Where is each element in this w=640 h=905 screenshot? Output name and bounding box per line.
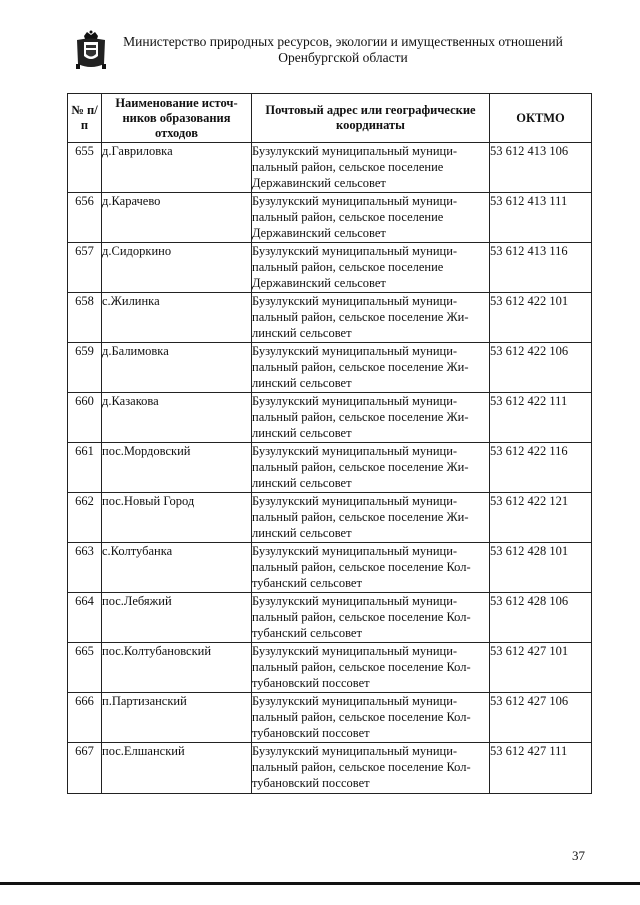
row-num: 666	[68, 693, 102, 743]
row-name: с.Жилинка	[102, 293, 252, 343]
row-num: 664	[68, 593, 102, 643]
waste-sources-table	[67, 93, 592, 794]
table-row	[68, 443, 592, 493]
ministry-name: Министерство природных ресурсов, экологии и имущественных отношений	[123, 34, 563, 49]
row-oktmo: 53 612 413 116	[490, 243, 592, 293]
header-name: Наименование источ-ников образования отходов	[102, 94, 252, 143]
row-oktmo: 53 612 422 101	[490, 293, 592, 343]
row-oktmo: 53 612 413 111	[490, 193, 592, 243]
coat-of-arms-icon	[74, 30, 108, 70]
row-num: 660	[68, 393, 102, 443]
row-name: пос.Новый Город	[102, 493, 252, 543]
table-row	[68, 143, 592, 193]
row-num: 657	[68, 243, 102, 293]
table-row	[68, 743, 592, 794]
row-name: д.Балимовка	[102, 343, 252, 393]
table-row	[68, 343, 592, 393]
row-address: Бузулукский муниципальный муници-пальный район, сельское поселение Жи-линский сельсовет	[252, 443, 490, 493]
row-num: 655	[68, 143, 102, 193]
table-row	[68, 293, 592, 343]
header-address: Почтовый адрес или географические координаты	[252, 94, 490, 143]
row-address: Бузулукский муниципальный муници-пальный район, сельское поселение Кол-тубанский сельсовет	[252, 543, 490, 593]
row-name: пос.Мордовский	[102, 443, 252, 493]
table-header-row	[68, 94, 592, 143]
table-row	[68, 493, 592, 543]
row-address: Бузулукский муниципальный муници-пальный район, сельское поселение Державинский сельсовет	[252, 143, 490, 193]
row-address: Бузулукский муниципальный муници-пальный район, сельское поселение Кол-тубановский поссовет	[252, 743, 490, 794]
row-num: 663	[68, 543, 102, 593]
row-oktmo: 53 612 422 116	[490, 443, 592, 493]
row-name: пос.Елшанский	[102, 743, 252, 794]
row-oktmo: 53 612 427 101	[490, 643, 592, 693]
row-num: 658	[68, 293, 102, 343]
row-oktmo: 53 612 422 121	[490, 493, 592, 543]
row-num: 659	[68, 343, 102, 393]
row-oktmo: 53 612 422 111	[490, 393, 592, 443]
row-name: пос.Лебяжий	[102, 593, 252, 643]
row-num: 656	[68, 193, 102, 243]
table-row	[68, 693, 592, 743]
row-num: 661	[68, 443, 102, 493]
row-address: Бузулукский муниципальный муници-пальный район, сельское поселение Державинский сельсовет	[252, 243, 490, 293]
row-name: д.Сидоркино	[102, 243, 252, 293]
table-row	[68, 643, 592, 693]
row-address: Бузулукский муниципальный муници-пальный район, сельское поселение Жи-линский сельсовет	[252, 343, 490, 393]
row-name: пос.Колтубановский	[102, 643, 252, 693]
document-header	[120, 34, 566, 66]
row-address: Бузулукский муниципальный муници-пальный район, сельское поселение Державинский сельсовет	[252, 193, 490, 243]
row-oktmo: 53 612 427 111	[490, 743, 592, 794]
row-oktmo: 53 612 428 101	[490, 543, 592, 593]
region-name: Оренбургской области	[278, 50, 408, 65]
row-num: 662	[68, 493, 102, 543]
row-address: Бузулукский муниципальный муници-пальный район, сельское поселение Кол-тубановский поссовет	[252, 643, 490, 693]
row-oktmo: 53 612 413 106	[490, 143, 592, 193]
header-num: № п/п	[68, 94, 102, 143]
table-row	[68, 393, 592, 443]
row-address: Бузулукский муниципальный муници-пальный район, сельское поселение Кол-тубановский поссовет	[252, 693, 490, 743]
row-address: Бузулукский муниципальный муници-пальный район, сельское поселение Кол-тубанский сельсовет	[252, 593, 490, 643]
row-name: с.Колтубанка	[102, 543, 252, 593]
footer-divider	[0, 882, 640, 885]
row-address: Бузулукский муниципальный муници-пальный район, сельское поселение Жи-линский сельсовет	[252, 393, 490, 443]
row-oktmo: 53 612 427 106	[490, 693, 592, 743]
table-row	[68, 193, 592, 243]
row-name: д.Карачево	[102, 193, 252, 243]
table-row	[68, 243, 592, 293]
row-name: д.Гавриловка	[102, 143, 252, 193]
table-row	[68, 543, 592, 593]
row-oktmo: 53 612 422 106	[490, 343, 592, 393]
row-name: д.Казакова	[102, 393, 252, 443]
row-address: Бузулукский муниципальный муници-пальный район, сельское поселение Жи-линский сельсовет	[252, 293, 490, 343]
table-row	[68, 593, 592, 643]
row-num: 665	[68, 643, 102, 693]
row-num: 667	[68, 743, 102, 794]
page-number: 37	[572, 848, 585, 863]
row-oktmo: 53 612 428 106	[490, 593, 592, 643]
row-address: Бузулукский муниципальный муници-пальный район, сельское поселение Жи-линский сельсовет	[252, 493, 490, 543]
row-name: п.Партизанский	[102, 693, 252, 743]
header-oktmo: ОКТМО	[490, 94, 592, 143]
